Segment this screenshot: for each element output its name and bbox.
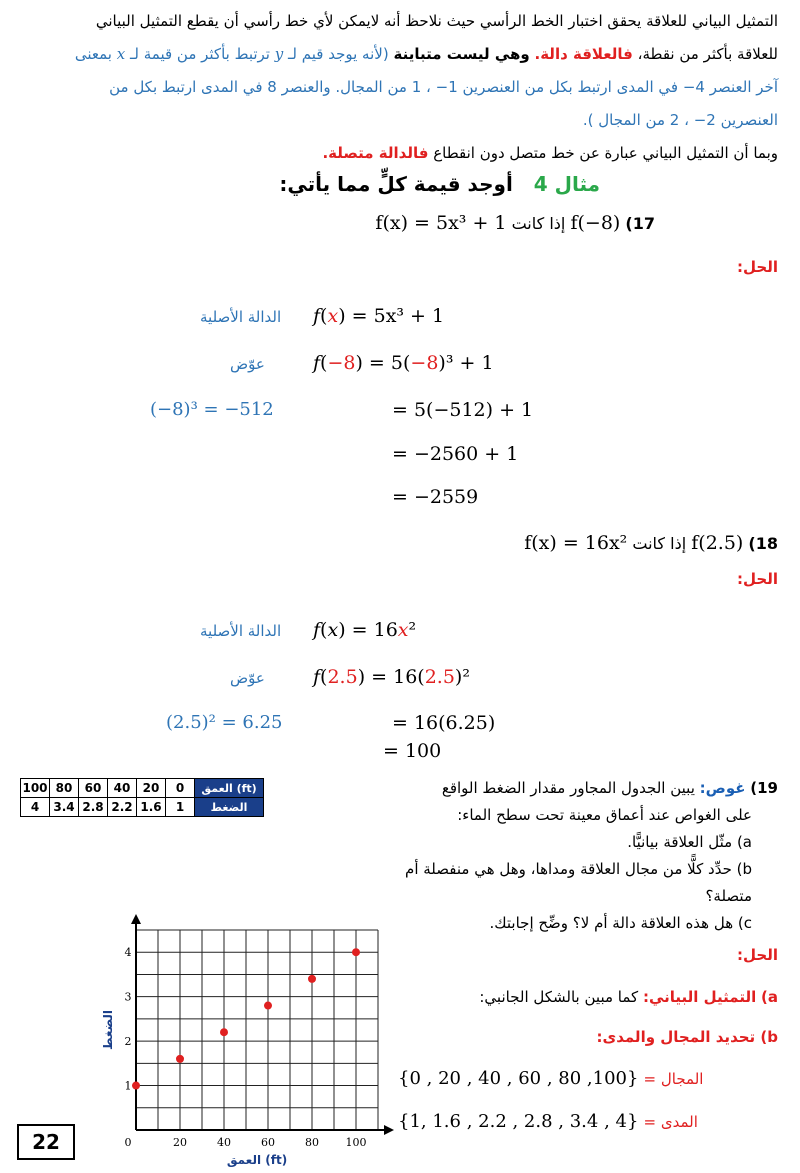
highlight-not-injective: وهي ليست متباينة bbox=[393, 45, 530, 63]
q19-part-b: b) حدِّد كلًّا من مجال العلاقة ومداها، وهل هي منفصلة أم متصلة؟ bbox=[405, 860, 752, 905]
table-header-depth: العمق (ft) bbox=[195, 779, 264, 798]
data-point bbox=[308, 975, 316, 983]
var-x: x bbox=[116, 45, 126, 63]
q18-line-4: = 100 bbox=[383, 740, 442, 762]
intro-text: وبما أن التمثيل البياني عبارة عن خط متصل دون انقطاع bbox=[433, 144, 778, 162]
x-tick-label: 100 bbox=[345, 1136, 367, 1149]
data-point bbox=[220, 1028, 228, 1036]
q17-line-3: = 5(−512) + 1 bbox=[392, 399, 534, 421]
table-header-pressure: الضغط bbox=[195, 798, 264, 817]
table-cell-depth: 60 bbox=[79, 779, 108, 798]
range-set: {1, 1.6 , 2.2 , 2.8 , 3.4 , 4} bbox=[398, 1111, 639, 1132]
table-cell-pressure: 2.2 bbox=[108, 798, 137, 817]
answer-a-heading: التمثيل البياني: bbox=[642, 988, 757, 1006]
q18-number: 18) bbox=[748, 534, 778, 553]
x-tick-label: 0 bbox=[124, 1136, 132, 1149]
example-title: أوجد قيمة كلٍّ مما يأتي: bbox=[279, 172, 513, 196]
page-number: 22 bbox=[17, 1124, 75, 1160]
q18-line-2: f(2.5) = 16(2.5)² bbox=[313, 666, 470, 688]
data-point bbox=[264, 1002, 272, 1010]
y-tick-label: 4 bbox=[124, 946, 132, 960]
intro-text: ترتبط بأكثر من قيمة لـ bbox=[130, 45, 270, 63]
q19-line-1 bbox=[358, 775, 778, 802]
table-row bbox=[21, 779, 264, 798]
y-axis-label: الضغط bbox=[101, 1009, 115, 1051]
y-tick-label: 2 bbox=[124, 1035, 132, 1049]
table-cell-pressure: 1 bbox=[166, 798, 195, 817]
q18-note-original: الدالة الأصلية bbox=[200, 622, 282, 640]
q17-line-1: f(x) = 5x³ + 1 bbox=[313, 305, 445, 327]
table-cell-depth: 40 bbox=[108, 779, 137, 798]
intro-line-4: العنصرين 2− ، 2 من المجال ). bbox=[582, 111, 778, 129]
table-cell-depth: 80 bbox=[50, 779, 79, 798]
q17-step-a: = 5x³ + 1 bbox=[351, 305, 445, 327]
domain-label: المجال = bbox=[643, 1070, 704, 1088]
q17-line-4: = −2560 + 1 bbox=[392, 443, 519, 465]
table-cell-depth: 100 bbox=[21, 779, 50, 798]
q18-expr: f(2.5) bbox=[691, 532, 744, 554]
q19-text-2: على الغواص عند أعماق معينة تحت سطح الماء: bbox=[457, 806, 752, 824]
q17-line-2: f(−8) = 5(−8)³ + 1 bbox=[313, 352, 494, 374]
data-point bbox=[132, 1082, 140, 1090]
q17-text: إذا كانت bbox=[511, 214, 566, 233]
x-axis-label: العمق (ft) bbox=[226, 1153, 288, 1167]
intro-line-5 bbox=[18, 138, 778, 168]
q19-part-c: c) هل هذه العلاقة دالة أم لا؟ وضِّح إجابتك. bbox=[489, 914, 752, 932]
q18-text: إذا كانت bbox=[632, 534, 687, 553]
q19-text-1: يبين الجدول المجاور مقدار الضغط الواقع bbox=[441, 779, 695, 797]
q19-part-a: a) مثّل العلاقة بيانيًّا. bbox=[627, 833, 752, 851]
q18-line-1: f(x) = 16x² bbox=[313, 619, 417, 641]
q19-statement bbox=[358, 775, 778, 937]
y-tick-label: 1 bbox=[124, 1079, 132, 1093]
table-row bbox=[21, 798, 264, 817]
table-cell-pressure: 2.8 bbox=[79, 798, 108, 817]
q17-expr: f(−8) bbox=[570, 212, 621, 234]
q17-solution-label: الحل: bbox=[737, 258, 778, 276]
q18-line-3: = 16(6.25) bbox=[392, 712, 496, 734]
highlight-continuous: فالدالة متصلة. bbox=[322, 144, 429, 162]
q17-line-5: = −2559 bbox=[392, 486, 479, 508]
q19-keyword: غوص: bbox=[699, 779, 746, 797]
y-axis-arrow bbox=[131, 914, 141, 924]
x-tick-label: 80 bbox=[305, 1136, 319, 1149]
highlight-function: فالعلاقة دالة. bbox=[534, 45, 633, 63]
q17-note-power: (−8)³ = −512 bbox=[150, 399, 274, 420]
x-tick-label: 40 bbox=[217, 1136, 231, 1149]
intro-text: للعلاقة بأكثر من نقطة، bbox=[637, 45, 778, 63]
q17-func: f(x) = 5x³ + 1 bbox=[375, 212, 507, 234]
domain-set: {0 , 20 , 40 , 60 , 80 ,100} bbox=[398, 1068, 639, 1089]
q17-statement bbox=[375, 212, 655, 234]
q18-func: f(x) = 16x² bbox=[524, 532, 628, 554]
table-cell-pressure: 3.4 bbox=[50, 798, 79, 817]
range-answer bbox=[398, 1111, 698, 1132]
table-cell-depth: 0 bbox=[166, 779, 195, 798]
q18-note-substitute: عوّض bbox=[230, 669, 265, 687]
y-tick-label: 3 bbox=[124, 990, 132, 1004]
table-cell-pressure: 1.6 bbox=[137, 798, 166, 817]
q18-solution-label: الحل: bbox=[737, 570, 778, 588]
intro-line-2 bbox=[18, 39, 778, 69]
x-tick-label: 20 bbox=[173, 1136, 187, 1149]
q19-answer-a bbox=[479, 988, 778, 1006]
answer-a-text: كما مبين بالشكل الجانبي: bbox=[479, 988, 639, 1006]
q17-note-substitute: عوّض bbox=[230, 355, 265, 373]
table-cell-depth: 20 bbox=[137, 779, 166, 798]
answer-a-label: a) bbox=[761, 988, 778, 1006]
q17-note-original: الدالة الأصلية bbox=[200, 308, 282, 326]
q19-solution-label: الحل: bbox=[737, 946, 778, 964]
example-label: مثال 4 bbox=[533, 172, 600, 196]
intro-line-3: آخر العنصر 4− في المدى ارتبط بكل من العنصرين 1− ، 1 من المجال. والعنصر 8 في المدى ارتبط بكل من bbox=[109, 78, 778, 96]
range-label: المدى = bbox=[643, 1113, 698, 1131]
q19-number: 19) bbox=[750, 779, 778, 797]
x-axis-arrow bbox=[384, 1125, 394, 1135]
intro-line-1: التمثيل البياني للعلاقة يحقق اختبار الخط الرأسي حيث نلاحظ أنه لايمكن لأي خط رأسي أن يقطع التمثيل البياني bbox=[95, 12, 778, 30]
q18-statement bbox=[524, 532, 778, 554]
intro-text: بمعنى bbox=[74, 45, 112, 63]
var-y: y bbox=[274, 45, 284, 63]
q17-number: 17) bbox=[625, 214, 655, 233]
x-tick-label: 60 bbox=[261, 1136, 275, 1149]
domain-answer bbox=[398, 1068, 703, 1089]
table-cell-pressure: 4 bbox=[21, 798, 50, 817]
depth-pressure-table bbox=[20, 778, 264, 817]
pressure-depth-chart bbox=[100, 910, 400, 1170]
data-point bbox=[352, 948, 360, 956]
q19-answer-b: b) تحديد المجال والمدى: bbox=[596, 1028, 778, 1046]
q18-note-power: (2.5)² = 6.25 bbox=[166, 712, 283, 733]
data-point bbox=[176, 1055, 184, 1063]
intro-text: (لأنه يوجد قيم لـ bbox=[288, 45, 389, 63]
example-heading bbox=[279, 172, 600, 196]
